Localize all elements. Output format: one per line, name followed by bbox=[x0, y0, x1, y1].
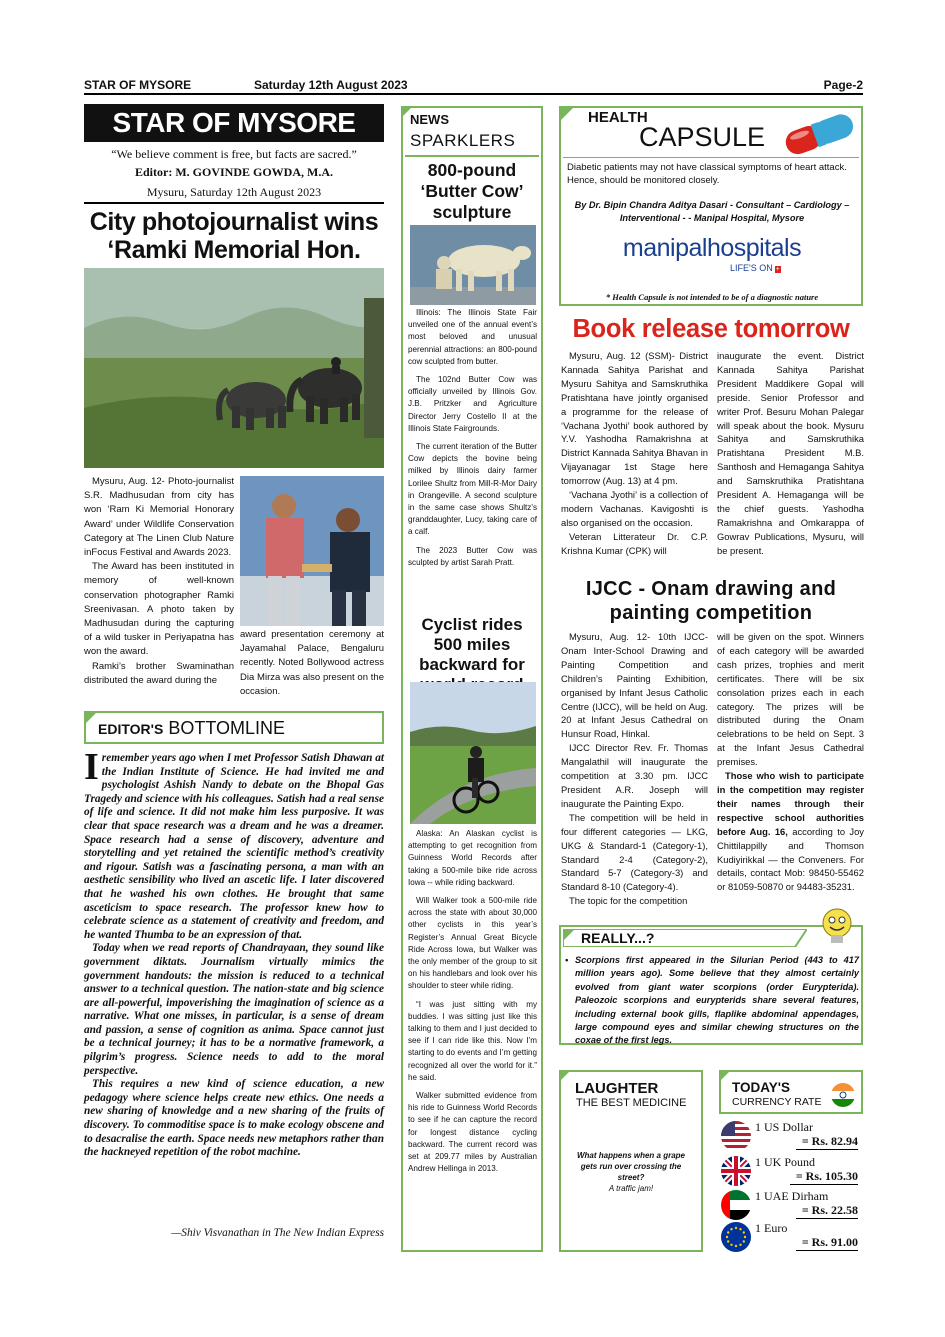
book-release-column-1 bbox=[561, 349, 708, 558]
article-paragraph: “I was just sitting with my buddies. I was sitting just like this talking to them and I just decided to see if I can ride like this. Now I’m starting to do events and I’m getting recognized all over the world for it.” he said. bbox=[408, 999, 537, 1082]
article-paragraph: Veteran Litterateur Dr. C.P. Krishna Kumar (CPK) will bbox=[561, 530, 708, 556]
butter-cow-article bbox=[408, 307, 537, 569]
ijcc-headline bbox=[559, 577, 863, 625]
editors-bottomline-title-bold: EDITOR'S bbox=[98, 721, 164, 737]
currency-row-gbp bbox=[719, 1155, 863, 1187]
currency-value: = Rs. 105.30 bbox=[790, 1169, 858, 1185]
currency-name: 1 UK Pound bbox=[755, 1155, 816, 1169]
lead-paragraph: Mysuru, Aug. 12- Photo-journalist S.R. Madhusudan from city has won ‘Ram Ki Memorial Honorary Award’ under Wildlife Conservation Category at The Linen Club Nature inFocus Festival and Awards 2023. bbox=[84, 476, 234, 559]
laughter-subtitle: THE BEST MEDICINE bbox=[576, 1097, 687, 1109]
news-sparklers-title: NEWS bbox=[410, 112, 449, 127]
lead-story-column-1 bbox=[84, 475, 234, 688]
cyclist-photo-art bbox=[410, 682, 536, 824]
award-ceremony-photo bbox=[240, 476, 384, 626]
article-paragraph: Will Walker took a 500-mile ride across the state with about 30,000 other cyclists in this year’s Register’s Annual Great Bicycle Ride Across Iowa, but Walker was the only member of the group to sit on his handlebars and look over his shoulder to steer while riding. bbox=[408, 896, 537, 991]
article-paragraph: Mysuru, Aug. 12- 10th IJCC-Onam Inter-School Drawing and Painting Competition and Children’s Painting Exhibition, organised by Infant Jesus Catholic Centre (IJCC), will be held on Aug. 20 at Infant Jesus Cathedral on Hunsur Road, Hinkal. bbox=[561, 631, 708, 740]
header-date: Saturday 12th August 2023 bbox=[254, 78, 408, 92]
joke-question: What happens when a grape gets run over crossing the street? bbox=[576, 1151, 685, 1182]
article-paragraph: The current iteration of the Butter Cow depicts the bovine being milked by Illinois dairy farmer Lorilee Shultz from Mill-R-Mor Dairy in Orangeville. A second sculpture in the same case shows Shultz’s granddaughter, Lucy, taking care of a calf. bbox=[408, 442, 537, 537]
laughter-title: LAUGHTER bbox=[575, 1080, 659, 1097]
health-capsule-doctor: By Dr. Bipin Chandra Aditya Dasari - Consultant – Cardiology – Interventional - - Manipal Hospital, Mysore bbox=[574, 200, 850, 223]
lead-paragraph: The Award has been instituted in memory of well-known conservation photographer Ramki Sreenivasan. A photo taken by Madhusudan during the capturing of a wild tusker in Periyapatna has won the award. bbox=[84, 561, 234, 658]
editorial-paragraph: Today when we read reports of Chandrayaan, they sound like government diktats. Journalism virtually mimics the government handouts: the mission is reduced to a technical answer to a technical question. The nation-state and big science are all-powerful, impoverishing the imagination of science as a narrative. What one misses, in particular, is a sense of dream and passion, a sense of cognition as anima. Space cannot just be a technical journey; it has to be a normative framework, a pilgrim’s progress. Science needs to add to the moral perspective. bbox=[84, 942, 384, 1077]
plus-icon: + bbox=[775, 266, 780, 273]
uk-flag-icon bbox=[721, 1156, 751, 1186]
page-header bbox=[84, 77, 863, 95]
butter-cow-headline: 800-pound ‘Butter Cow’ sculpture bbox=[420, 160, 524, 222]
article-paragraph: The 2023 Butter Cow was sculpted by artist Sarah Pratt. bbox=[408, 545, 537, 567]
currency-name: 1 UAE Dirham bbox=[755, 1189, 829, 1203]
laughter-joke bbox=[570, 1150, 692, 1194]
lead-paragraph: Ramki’s brother Swaminathan distributed the award during the bbox=[84, 660, 234, 686]
lead-paragraph: award presentation ceremony at Jayamahal Palace, Bengaluru recently. Noted Bollywood actress Dia Mirza was also present on the occasion. bbox=[240, 629, 384, 697]
ijcc-headline-line-2: painting competition bbox=[609, 602, 813, 624]
article-paragraph: The competition will be held in four different categories — LKG, UKG & Standard-1 (Category-1), Standard 2-4 (Category-2), Standard 5-7 (Category-3) and Standard 8-10 (Category-4). bbox=[561, 811, 708, 893]
divider bbox=[84, 202, 384, 204]
book-release-column-2 bbox=[717, 349, 864, 558]
ijcc-column-1 bbox=[561, 630, 708, 908]
divider bbox=[405, 155, 539, 157]
article-paragraph: Walker submitted evidence from his ride to Guinness World Records to see if he can capture the record for longest distance cycling backward. The current record was set at 209.77 miles by Australian Andrew Hellinga in 2013. bbox=[408, 1091, 537, 1174]
cyclist-article bbox=[408, 828, 537, 1175]
editors-bottomline-body bbox=[84, 746, 384, 1160]
currency-value: = Rs. 22.58 bbox=[796, 1203, 858, 1219]
article-paragraph: The 102nd Butter Cow was officially unveiled by Illinois Gov. J.B. Pritzker and Agriculture Director Jerry Costello II at the Illinois State Fairgrounds. bbox=[408, 375, 537, 433]
editorial-paragraph: remember years ago when I met Professor Satish Dhawan at the Indian Institute of Science. He had invited me and psychologist Ashish Nandy to debate on the Bhopal Gas Tragedy and science with his colleagues. Satish had a real sense of life and science. It did not make him less purposive. It was clear that space research was a dream and he was a dreamer. Space research had a sense of discovery, adventure and storytelling and yet retained the scientific method’s creativity and rigour. Satish was a fascinating persona, a man with an aesthetic sensibility who lived an ascetic life. I later discovered that he washed his own clothes. He brought that same asceticism to space research. The professor knew how to celebrate science as a statement of creativity and freedom, and he wanted Thumba to be an expression of that. bbox=[84, 752, 384, 941]
fact-item: • Scorpions first appeared in the Silurian Period (443 to 417 million years ago). Some believe that they almost certainly evolved from giant water scorpions (order Eurypterida). Paleozoic scorpions and eurypterids share several features, including external book gills, flaplike abdominal appendages, large compound eyes and similar chewing structures on the coxae of the first legs. bbox=[563, 954, 859, 1048]
really-title: REALLY...? bbox=[581, 930, 655, 946]
article-paragraph bbox=[717, 769, 864, 894]
ijcc-column-2 bbox=[717, 630, 864, 894]
ijcc-headline-line-1: IJCC - Onam drawing and bbox=[585, 578, 837, 600]
elephant-photo bbox=[84, 268, 384, 468]
article-paragraph: Alaska: An Alaskan cyclist is attempting to get recognition from Guinness World Records after taking a 500-mile bike ride across Iowa -- while riding backward. bbox=[408, 829, 537, 887]
corner-arrow-icon bbox=[559, 1070, 571, 1082]
editors-bottomline-header bbox=[84, 711, 384, 744]
eu-flag-icon bbox=[721, 1222, 751, 1252]
article-paragraph: Illinois: The Illinois State Fair unveiled one of the annual event’s most beloved and unusual perennial attractions: an 800-pound cow sculpted from butter. bbox=[408, 308, 537, 366]
divider bbox=[563, 157, 859, 158]
currency-title: TODAY'S bbox=[732, 1080, 790, 1095]
lead-headline-line-2: ‘Ramki Memorial Hon. bbox=[107, 236, 361, 264]
us-flag-icon bbox=[721, 1121, 751, 1151]
elephant-photo-art bbox=[84, 268, 384, 468]
currency-row-eur bbox=[719, 1221, 863, 1253]
currency-value: = Rs. 82.94 bbox=[796, 1134, 858, 1150]
manipal-tagline-text: LIFE'S ON bbox=[730, 263, 773, 273]
corner-arrow-icon bbox=[719, 1070, 731, 1082]
editors-bottomline-title-rest: BOTTOMLINE bbox=[168, 718, 286, 738]
article-paragraph: inaugurate the event. District Kannada Sahitya Parishat President Maddikere Gopal will preside. Senior Professor and writer Prof. Besuru Mohan Palegar will speak about the book. Mysuru Sahitya and Samskruthika Pratishtana President M.B. Santhosh and Hemaganga Sahitya and Samskruthika Pratishtana President A. Hemaganga will be the chief guests. Yashodha Ramakrishna and Omkarappa of Gowrav Publications, Mysuru, will be present. bbox=[717, 350, 864, 556]
manipal-hospitals-logo: manipalhospitals bbox=[622, 234, 802, 262]
health-capsule-text: Diabetic patients may not have classical symptoms of heart attack. Hence, should be monitored closely. bbox=[567, 162, 847, 186]
currency-value: = Rs. 91.00 bbox=[796, 1235, 858, 1251]
header-paper-name: STAR OF MYSORE bbox=[84, 78, 192, 92]
butter-cow-photo bbox=[410, 225, 536, 305]
masthead-title: STAR OF MYSORE bbox=[84, 104, 384, 142]
cyclist-headline: Cyclist rides 500 miles backward for bbox=[419, 615, 525, 674]
header-page-number: Page-2 bbox=[823, 78, 863, 92]
registration-note: Those who wish to participate in the competition may register their names through their respective school authorities before Aug. 16, bbox=[717, 770, 864, 837]
joke-answer: A traffic jam! bbox=[608, 1184, 654, 1193]
manipal-tagline bbox=[730, 263, 781, 273]
currency-row-aed bbox=[719, 1189, 863, 1221]
editors-bottomline-title bbox=[98, 718, 285, 739]
currency-name: 1 US Dollar bbox=[755, 1120, 813, 1134]
health-capsule-disclaimer: * Health Capsule is not intended to be of a diagnostic nature bbox=[605, 292, 819, 302]
masthead-quote: “We believe comment is free, but facts are sacred.” bbox=[111, 147, 357, 161]
lead-story-column-2 bbox=[240, 628, 384, 699]
butter-cow-photo-art bbox=[410, 225, 536, 305]
health-capsule-title: HEALTH bbox=[588, 109, 648, 126]
india-flag-icon bbox=[830, 1082, 856, 1108]
drop-cap: I bbox=[84, 746, 99, 788]
uae-flag-icon bbox=[721, 1190, 751, 1220]
cyclist-photo bbox=[410, 682, 536, 824]
capsule-pill-icon bbox=[778, 110, 862, 156]
lead-headline-line-1: City photojournalist wins bbox=[89, 208, 379, 236]
contact-details: according to Joy Chittilappilly and Thomson Kudiyirikkal — the Conveners. For details, contact Mob: 98450-55462 or 81059-50870 or 94483-35231. bbox=[717, 825, 864, 893]
really-fact bbox=[563, 954, 859, 1048]
editorial-paragraph: This requires a new kind of science education, a new pedagogy where science helps create new ethics. One needs a new sharing of knowledge and a new sharing of the fruits of discovery. To commoditise space is to make ecology obscene and to desacralise the earth. Space needs new metaphors rather than the hackneyed repetition of the robot machine. bbox=[84, 1078, 384, 1159]
health-capsule-subtitle: CAPSULE bbox=[639, 122, 766, 152]
award-photo-art bbox=[240, 476, 384, 626]
masthead-dateline: Mysuru, Saturday 12th August 2023 bbox=[146, 185, 322, 199]
corner-arrow-icon bbox=[559, 106, 575, 122]
article-paragraph: will be given on the spot. Winners of each category will be awarded cash prizes, trophies and merit certificates. There will be six consolation prizes each in each category. The prizes will be distributed during the Onam celebrations to be held on Sept. 3 at the Infant Jesus Cathedral premises. bbox=[717, 631, 864, 768]
article-paragraph: ‘Vachana Jyothi’ is a collection of modern Vachanas. Kavigoshti is also organised on the occasion. bbox=[561, 489, 708, 528]
currency-subtitle: CURRENCY RATE bbox=[732, 1096, 822, 1108]
corner-arrow-icon bbox=[84, 711, 98, 725]
article-paragraph: The topic for the competition bbox=[569, 895, 688, 907]
currency-row-usd bbox=[719, 1120, 863, 1152]
bulb-mascot-icon bbox=[815, 905, 859, 949]
news-sparklers-subtitle: SPARKLERS bbox=[410, 131, 516, 150]
article-paragraph: Mysuru, Aug. 12 (SSM)- District Kannada Sahitya Parishat and Mysuru Sahitya and Samskruthika Pratishtana have jointly organised a programme for the release of ‘Vachana Jyothi’ book authored by Y.V. Yashodha Ramakrishna at District Kannada Sahitya Bhavan in Vijayanagar 1st Stage here tomorrow (Aug. 13) at 4 pm. bbox=[561, 350, 708, 487]
masthead-editor: Editor: M. GOVINDE GOWDA, M.A. bbox=[135, 165, 333, 179]
book-release-headline: Book release tomorrow bbox=[572, 315, 850, 343]
currency-name: 1 Euro bbox=[755, 1221, 788, 1235]
article-paragraph: IJCC Director Rev. Fr. Thomas Mangalathil will inaugurate the competition at 3.30 pm. IJCC President A.R. Joseph will inaugurate the Painting Expo. bbox=[561, 742, 708, 809]
editorial-source: —Shiv Visvanathan in The New Indian Express bbox=[171, 1227, 384, 1239]
